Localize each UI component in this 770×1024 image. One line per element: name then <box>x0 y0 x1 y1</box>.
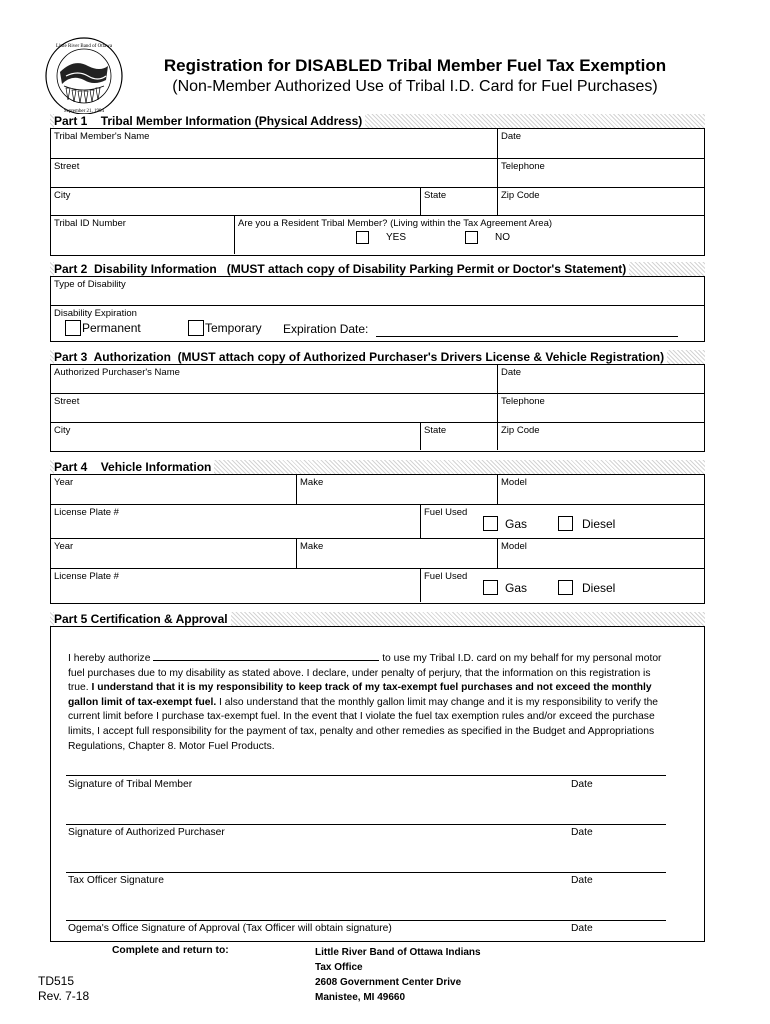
part1-row-street <box>51 159 704 188</box>
purchaser-signature-label: Signature of Authorized Purchaser <box>68 827 225 838</box>
resident-yes-checkbox[interactable] <box>356 231 369 244</box>
vehicle2-model-field[interactable]: Model <box>497 539 704 568</box>
member-signature-line[interactable] <box>66 775 666 776</box>
ogema-signature-date: Date <box>571 923 593 934</box>
part1-row-city <box>51 188 704 216</box>
vehicle2-plate-field[interactable]: License Plate # <box>54 571 119 582</box>
purchaser-signature-date: Date <box>571 827 593 838</box>
vehicle1-diesel-option[interactable]: Diesel <box>558 516 615 531</box>
purchaser-city-field[interactable]: City <box>54 425 71 436</box>
return-office: Tax Office <box>315 962 363 973</box>
member-telephone-field[interactable]: Telephone <box>497 159 704 187</box>
officer-signature-label: Tax Officer Signature <box>68 875 164 886</box>
vehicle2-row-year <box>51 539 704 569</box>
officer-signature-line[interactable] <box>66 872 666 873</box>
member-state-field[interactable]: State <box>420 188 497 215</box>
vehicle2-gas-checkbox[interactable] <box>483 580 498 595</box>
officer-signature-date: Date <box>571 875 593 886</box>
temporary-checkbox[interactable] <box>188 320 204 336</box>
resident-question: Are you a Resident Tribal Member? (Living within the Tax Agreement Area) YES NO <box>234 216 704 254</box>
vehicle1-row-year <box>51 475 704 505</box>
disability-type-field[interactable]: Type of Disability <box>54 279 126 290</box>
expiration-date-field[interactable]: Expiration Date: <box>283 322 678 337</box>
purchaser-name-field[interactable]: Authorized Purchaser's Name <box>54 367 180 378</box>
vehicle1-fuel-used: Fuel Used Gas Diesel <box>420 505 704 538</box>
part4-grid <box>50 474 705 604</box>
return-instruction: Complete and return to: <box>112 945 229 956</box>
vehicle2-row-plate <box>51 569 704 602</box>
vehicle2-make-field[interactable]: Make <box>296 539 497 568</box>
part1-row-name <box>51 129 704 159</box>
svg-text:Little River Band of Ottawa: Little River Band of Ottawa <box>55 44 113 49</box>
permanent-checkbox[interactable] <box>65 320 81 336</box>
vehicle1-year-field[interactable]: Year <box>54 477 74 488</box>
vehicle2-fuel-used: Fuel Used Gas Diesel <box>420 569 704 602</box>
purchaser-street-field[interactable]: Street <box>54 396 80 407</box>
vehicle1-model-field[interactable]: Model <box>497 475 704 504</box>
purchaser-zip-field[interactable]: Zip Code <box>497 423 704 450</box>
return-org: Little River Band of Ottawa Indians <box>315 947 481 958</box>
part2-row-type <box>51 277 704 306</box>
purchaser-state-field[interactable]: State <box>420 423 497 450</box>
part4-heading: Part 4 Vehicle Information <box>50 460 705 474</box>
part1-heading: Part 1 Tribal Member Information (Physical Address) <box>50 114 705 128</box>
vehicle1-gas-option[interactable]: Gas <box>483 516 527 531</box>
part5-heading: Part 5 Certification & Approval <box>50 612 705 626</box>
purchaser-signature-line[interactable] <box>66 824 666 825</box>
vehicle1-make-field[interactable]: Make <box>296 475 497 504</box>
part2-row-expiration <box>51 306 704 341</box>
resident-yes-option[interactable]: YES <box>356 231 406 244</box>
part2-heading: Part 2 Disability Information (MUST attach copy of Disability Parking Permit or Doctor's Statement) <box>50 262 705 276</box>
resident-no-checkbox[interactable] <box>465 231 478 244</box>
member-signature-label: Signature of Tribal Member <box>68 779 193 790</box>
form-title: Registration for DISABLED Tribal Member Fuel Tax Exemption <box>163 56 667 75</box>
form-id: TD515 <box>38 974 75 988</box>
expiration-date-line <box>376 322 678 337</box>
return-address: 2608 Government Center Drive <box>315 977 462 988</box>
certification-text: I hereby authorize to use my Tribal I.D. card on my behalf for my personal motor fuel purchases due to my disability as stated above. I declare, under penalty of perjury, that the information on this registration is true. I understand that it is my responsibility to keep track of my tax-exempt fuel purchases and not exceed the monthly gallon limit of tax-exempt fuel. I also understand that the monthly gallon limit may change and it is my responsibility to verify the current limit before I purchase tax-exempt fuel. In the event that I violate the fuel tax exemption rules and/or exceed the purchase limits, I accept full responsibility for the payment of tax, penalty and other remedies as specified in the Budget and Appropriations Regulations, Chapter 8. Motor Fuel Products. <box>68 650 668 754</box>
purchaser-date-field[interactable]: Date <box>497 365 704 393</box>
member-zip-field[interactable]: Zip Code <box>497 188 704 215</box>
ogema-signature-label: Ogema's Office Signature of Approval (Tax Officer will obtain signature) <box>68 923 392 934</box>
part3-grid <box>50 364 705 452</box>
vehicle2-diesel-checkbox[interactable] <box>558 580 573 595</box>
svg-text:September 21, 1994: September 21, 1994 <box>63 109 105 114</box>
ogema-signature-line[interactable] <box>66 920 666 921</box>
resident-no-option[interactable]: NO <box>465 231 510 244</box>
part3-row-city <box>51 423 704 450</box>
part1-grid <box>50 128 705 256</box>
form-revision: Rev. 7-18 <box>38 989 90 1003</box>
authorized-name-line[interactable] <box>153 650 379 661</box>
vehicle1-diesel-checkbox[interactable] <box>558 516 573 531</box>
tribal-seal-logo <box>44 36 124 116</box>
temporary-option[interactable]: Temporary <box>188 320 262 336</box>
form-subtitle: (Non-Member Authorized Use of Tribal I.D. Card for Fuel Purchases) <box>172 78 658 95</box>
vehicle1-gas-checkbox[interactable] <box>483 516 498 531</box>
vehicle1-plate-field[interactable]: License Plate # <box>54 507 119 518</box>
part3-heading: Part 3 Authorization (MUST attach copy of Authorized Purchaser's Drivers License & Vehicle Registration) <box>50 350 705 364</box>
part3-row-street <box>51 394 704 423</box>
vehicle1-row-plate <box>51 505 704 539</box>
member-date-field[interactable]: Date <box>497 129 704 158</box>
tribal-id-field[interactable]: Tribal ID Number <box>54 218 126 229</box>
return-city: Manistee, MI 49660 <box>315 992 406 1003</box>
member-street-field[interactable]: Street <box>54 161 80 172</box>
vehicle2-diesel-option[interactable]: Diesel <box>558 580 615 595</box>
disability-expiration: Disability Expiration Permanent Temporary Expiration Date: <box>51 306 704 341</box>
purchaser-telephone-field[interactable]: Telephone <box>497 394 704 422</box>
member-name-field[interactable]: Tribal Member's Name <box>54 131 150 142</box>
permanent-option[interactable]: Permanent <box>65 320 141 336</box>
part3-row-name <box>51 365 704 394</box>
member-signature-date: Date <box>571 779 593 790</box>
part2-grid <box>50 276 705 342</box>
part1-row-id <box>51 216 704 254</box>
member-city-field[interactable]: City <box>54 190 71 201</box>
vehicle2-gas-option[interactable]: Gas <box>483 580 527 595</box>
vehicle2-year-field[interactable]: Year <box>54 541 74 552</box>
